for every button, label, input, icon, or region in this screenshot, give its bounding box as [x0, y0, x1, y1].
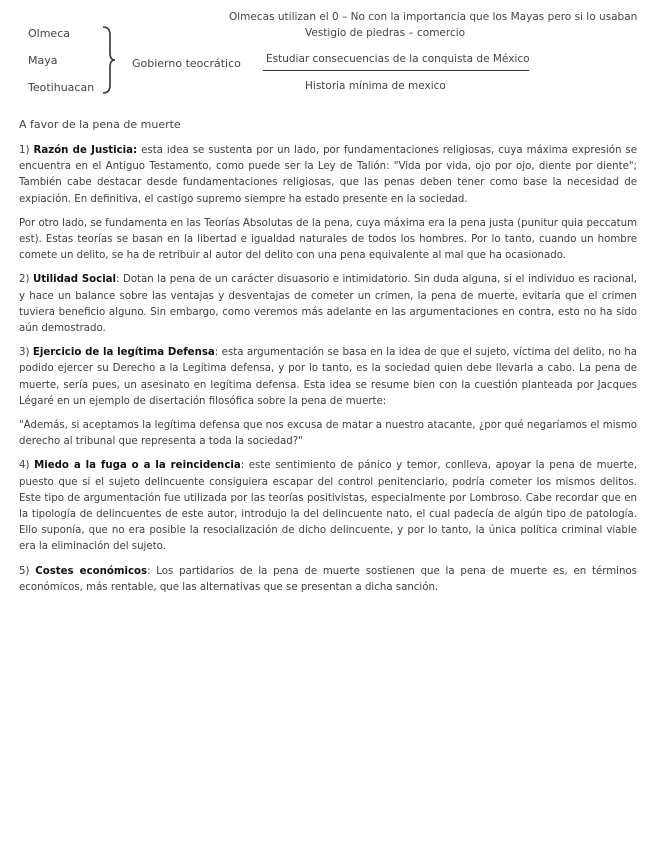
item-number: 3): [19, 347, 30, 359]
item-title-legitima-defensa: Ejercicio de la legítima Defensa: [32, 347, 215, 359]
paragraph-utilidad-social: [19, 272, 637, 337]
paragraph-teorias-absolutas: [19, 216, 637, 265]
note-line-vestigio: Vestigio de piedras – comercio: [305, 27, 466, 39]
item-text: Por otro lado, se fundamenta en las Teorías Absolutas de la pena, cuya máxima era la pena justa (punitur quia peccatum est). Estas teorías se basan en la libertad e igualdad naturales de todos los hombres. Por lo tanto, cuando un hombre comete un delito, se ha de retribuir al autor del delito con una pena equivalente al mal que ha ocasionado.: [19, 217, 637, 262]
civilization-olmeca: Olmeca: [28, 27, 70, 40]
civilization-teotihuacan: Teotihuacan: [28, 81, 95, 94]
item-title-miedo-fuga: Miedo a la fuga o a la reincidencia: [34, 460, 241, 472]
item-text: esta idea se sustenta por un lado, por fundamentaciones religiosas, cuya máxima expresión se encuentra en el Antiguo Testamento, como puede ser la Ley de Talión: "Vida por vida, ojo por ojo, diente por diente"; También cabe destacar desde fundamentaciones religiosas, que las penas deben tener como base la necesidad de expiación. En definitiva, el castigo supremo siempre ha estado presente en la sociedad.: [19, 145, 637, 205]
item-text: : Los partidarios de la pena de muerte sostienen que la pena de muerte es, en términos económicos, más rentable, que las alternativas que se presentan a dicha sanción.: [19, 565, 637, 593]
curly-brace-icon: [100, 25, 118, 95]
item-number: 5): [19, 565, 30, 577]
item-title-costes-economicos: Costes económicos: [35, 565, 148, 577]
note-underline: [263, 70, 529, 71]
note-line-estudiar: Estudiar consecuencias de la conquista de México: [266, 53, 530, 65]
document-body: [19, 143, 637, 604]
quote-text: "Además, si aceptamos la legítima defensa que nos excusa de matar a nuestro atacante, ¿por qué negaríamos el mismo derecho al tribunal que representa a toda la sociedad?": [19, 420, 637, 448]
note-line-olmecas: Olmecas utilizan el 0 – No con la importancia que los Mayas pero si lo usaban: [229, 11, 638, 23]
paragraph-costes-economicos: [19, 564, 637, 596]
note-line-historia: Historia mínima de mexico: [305, 80, 446, 92]
item-text: : este sentimiento de pánico y temor, conlleva, apoyar la pena de muerte, puesto que si el sujeto delincuente consiguiera escapar del control penitenciario, podría cometer los mismos delitos. Este tipo de argumentación fue utilizada por las teorías positivistas, especialmente por Lombroso. Cabe recordar que en la tipología de delincuentes de este autor, introdujo la del delincuente nato, el cual padecía de algún tipo de patología. Ello suponía, que no era posible la resocialización de dicho delincuente, y por lo tanto, la única política criminal viable era la eliminación del sujeto.: [19, 460, 638, 553]
item-text: : esta argumentación se basa en la idea de que el sujeto, víctima del delito, no ha podido ejercer su Derecho a la Legítima defensa, y por lo tanto, es la sociedad quien debe llevarla a cabo. La pena de muerte, sería pues, un asesinato en legítima defensa. Esta idea se resume bien con la cuestión planteada por Jacques Légaré en un ejemplo de disertación filosófica sobre la pena de muerte:: [19, 347, 637, 407]
item-text: : Dotan la pena de un carácter disuasorio e intimidatorio. Sin duda alguna, si el individuo es racional, y hace un balance sobre las ventajas y desventajas de cometer un crimen, la pena de muerte, evitaría que el crimen tuviera beneficio alguno. Sin embargo, como veremos más adelante en las argumentaciones en contra, esto no ha sido aún demostrado.: [19, 274, 637, 335]
item-number: 1): [19, 145, 30, 156]
item-number: 4): [19, 460, 30, 472]
paragraph-razon-justicia: [19, 143, 637, 208]
civilization-maya: Maya: [28, 54, 58, 67]
section-heading: A favor de la pena de muerte: [19, 118, 181, 131]
item-title-utilidad-social: Utilidad Social: [32, 274, 117, 286]
paragraph-quote: [19, 418, 637, 450]
government-label: Gobierno teocrático: [132, 57, 241, 70]
paragraph-legitima-defensa: [19, 345, 637, 410]
paragraph-miedo-fuga: [19, 458, 637, 555]
item-number: 2): [19, 274, 30, 286]
item-title-razon-justicia: Razón de Justicia:: [33, 145, 138, 156]
